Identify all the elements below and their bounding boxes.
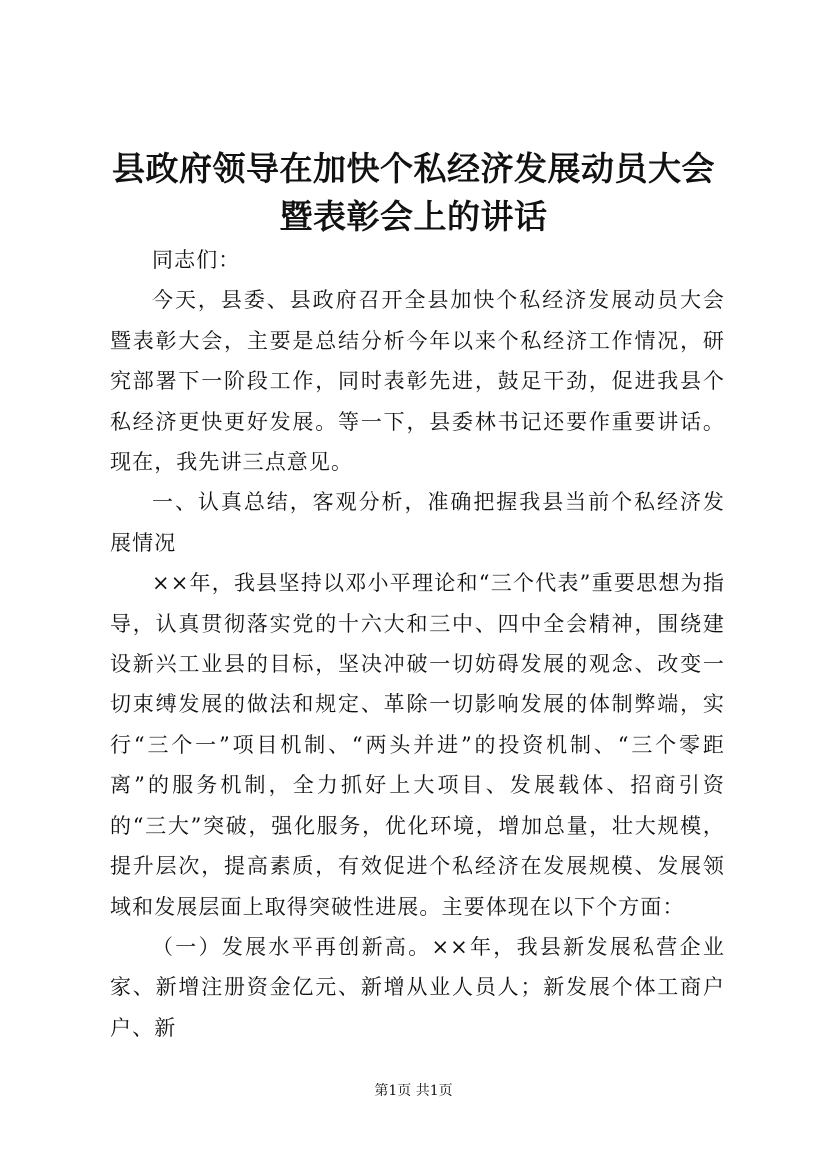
body-paragraph: ××年，我县坚持以邓小平理论和“三个代表”重要思想为指导，认真贯彻落实党的十六大和三中、四中全会精神，围绕建设新兴工业县的目标，坚决冲破一切妨碍发展的观念、改变一切束缚发展的做法和规定、革除一切影响发展的体制弊端，实行“三个一”项目机制、“两头并进”的投资机制、“三个零距离”的服务机制，全力抓好上大项目、发展载体、招商引资的“三大”突破，强化服务，优化环境，增加总量，壮大规模，提升层次，提高素质，有效促进个私经济在发展规模、发展领域和发展层面上取得突破性进展。主要体现在以下个方面： — [110, 571, 725, 919]
subsection-paragraph: （一）发展水平再创新高。××年，我县新发展私营企业家、新增注册资金亿元、新增从业人员人；新发展个体工商户户、新 — [110, 934, 725, 1040]
page-footer: 第1页 共1页 — [374, 1083, 453, 1099]
document-title: 县政府领导在加快个私经济发展动员大会暨表彰会上的讲话 — [112, 149, 715, 236]
section-heading: 一、认真总结，客观分析，准确把握我县当前个私经济发展情况 — [110, 490, 725, 555]
document-body — [110, 240, 725, 1048]
intro-paragraph: 今天，县委、县政府召开全县加快个私经济发展动员大会暨表彰大会，主要是总结分析今年以来个私经济工作情况，研究部署下一阶段工作，同时表彰先进，鼓足干劲，促进我县个私经济更快更好发展。等一下，县委林书记还要作重要讲话。现在，我先讲三点意见。 — [110, 288, 725, 475]
salutation-paragraph: 同志们： — [152, 248, 241, 272]
